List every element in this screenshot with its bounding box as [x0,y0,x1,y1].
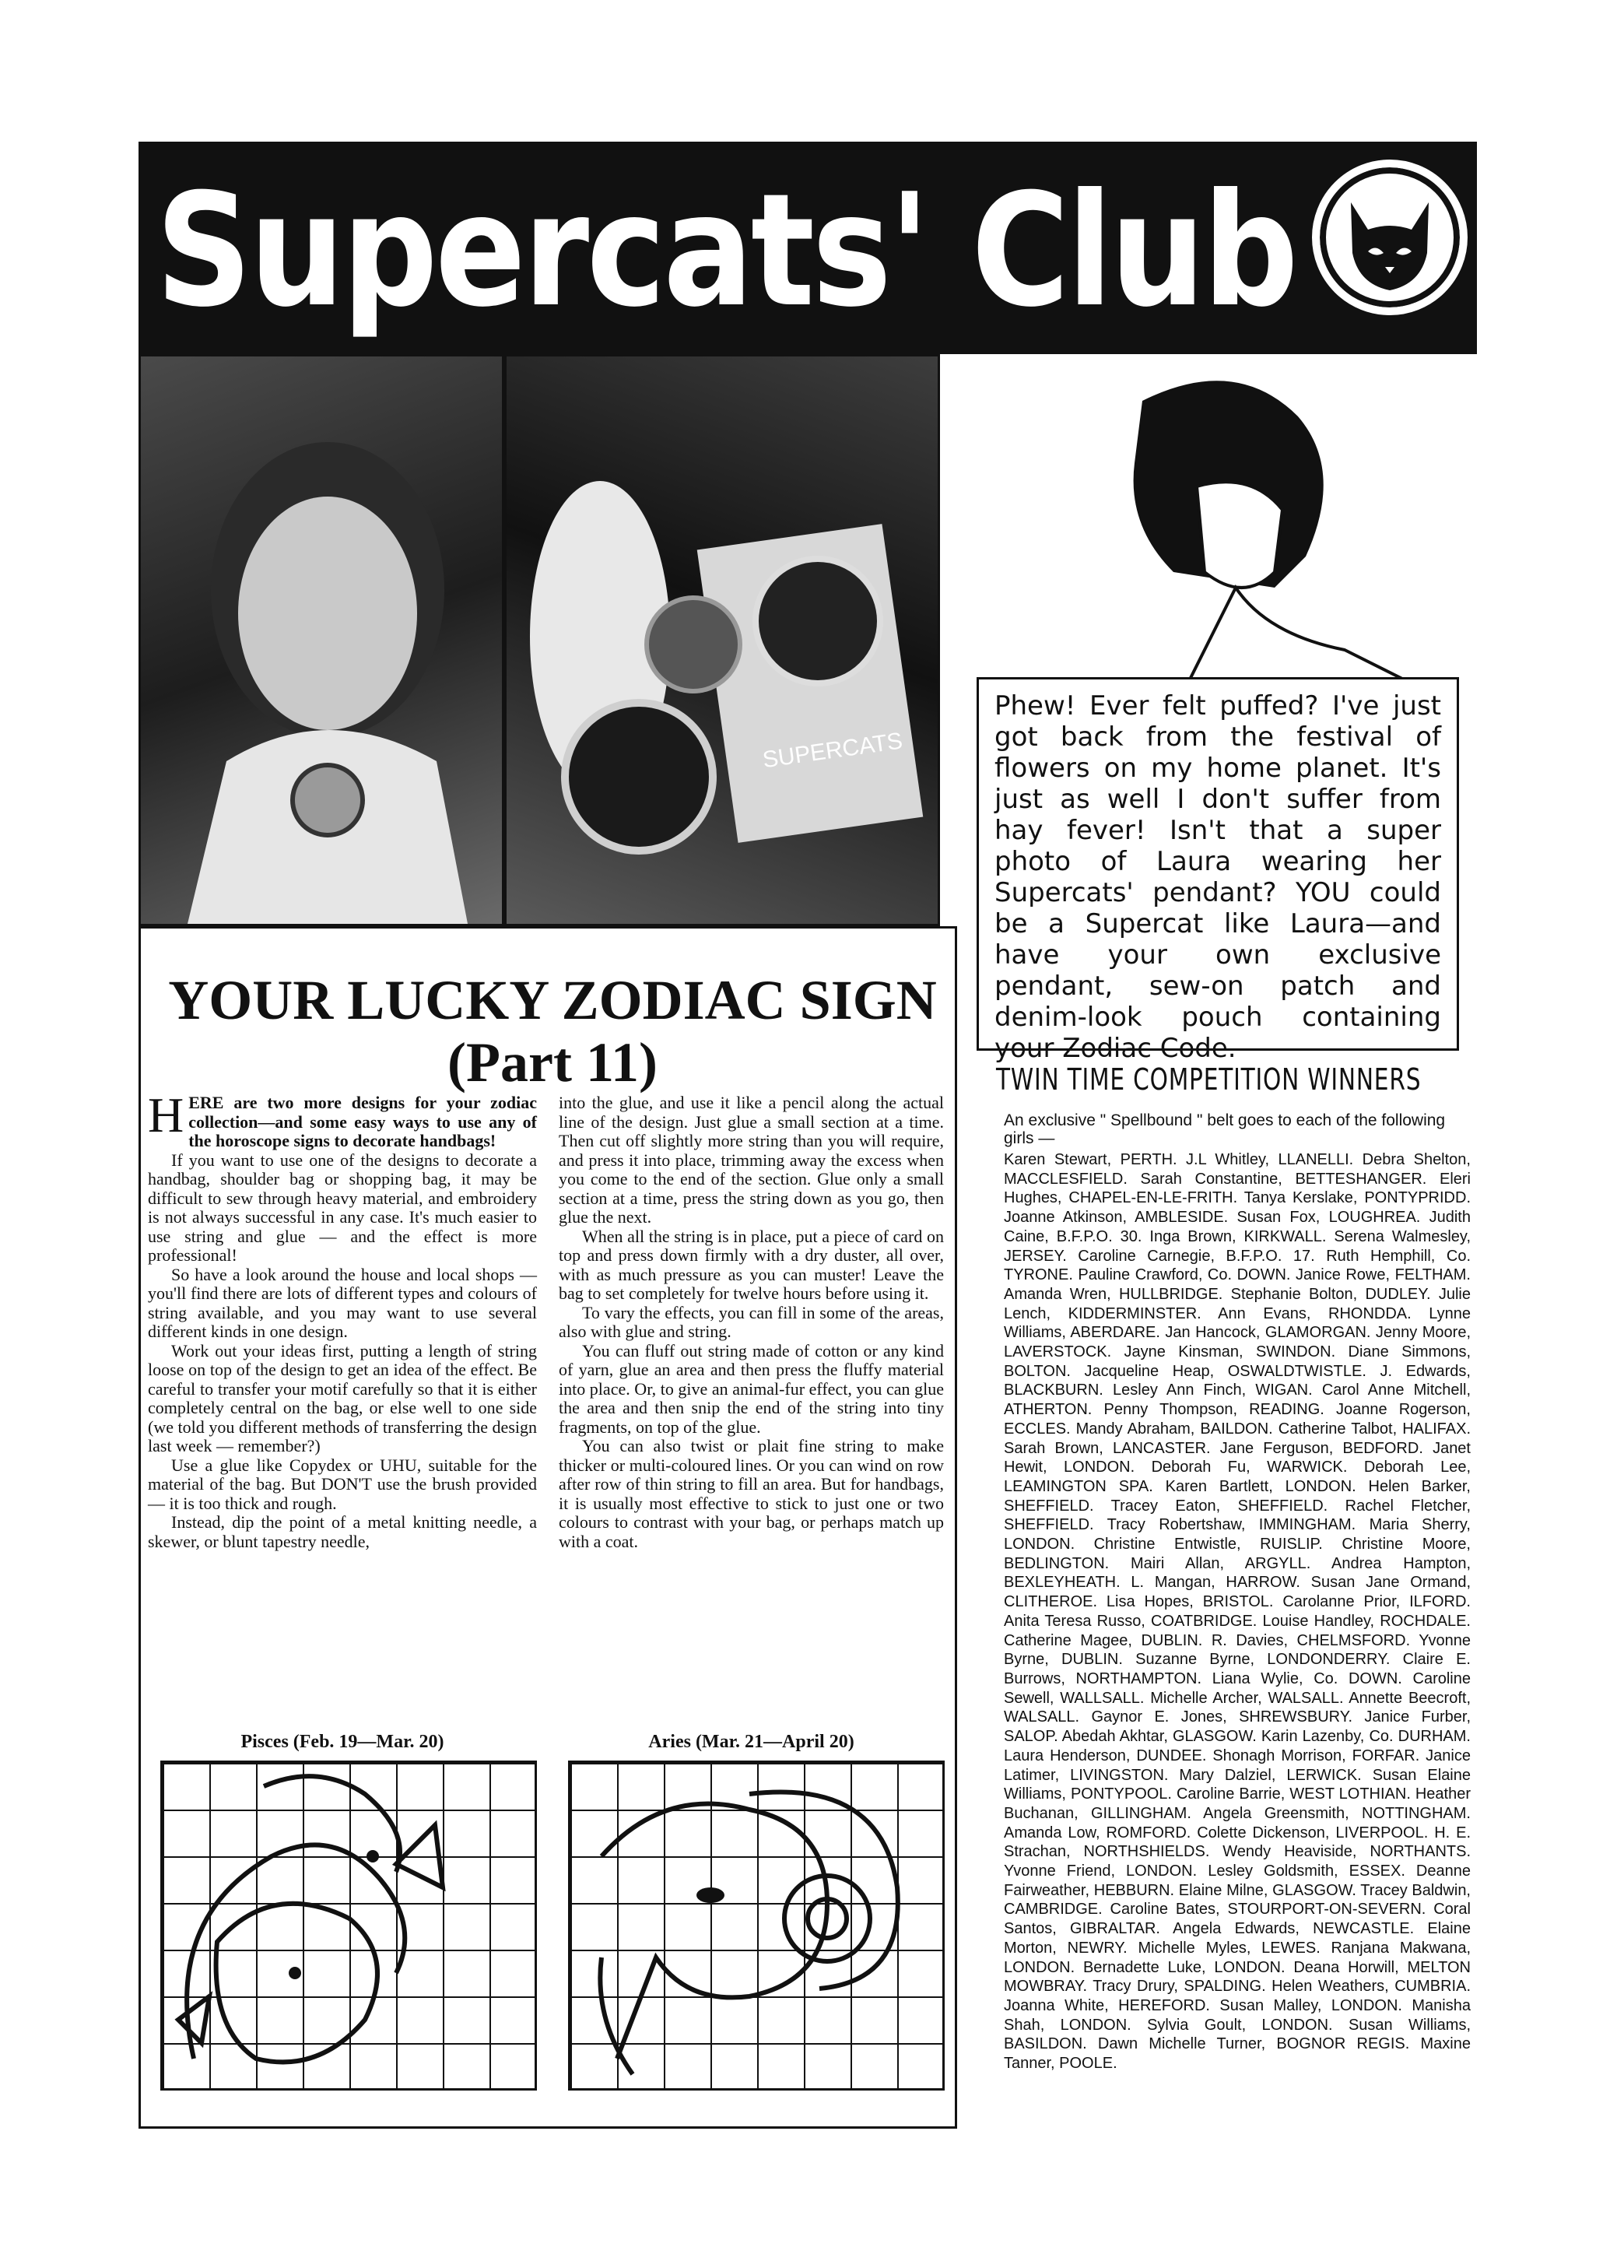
aries-grid [568,1761,945,2091]
photo-pendant-and-box [504,354,940,926]
paragraph: To vary the effects, you can fill in some of the areas, also with glue and string. [559,1302,944,1341]
paragraph: Use a glue like Copydex or UHU, suitable for the material of the bag. But DON'T use the brush provided — it is too thick and rough. [148,1455,537,1513]
competition-intro: An exclusive " Spellbound " belt goes to each of the following girls — [1004,1111,1446,1147]
paragraph: Work out your ideas first, putting a length of string loose on top of the design to get an idea of the effect. Be careful to transfer your motif carefully so that it is either completely central on the bag, or else well to one side (we told you different methods of transferring the design last week — remember?) [148,1340,537,1455]
pisces-fish-drawing [163,1763,535,2088]
girl-photo-illustration [141,356,502,924]
competition-title: TWIN TIME COMPETITION WINNERS [996,1062,1422,1097]
paragraph: Instead, dip the point of a metal knitting needle, a skewer, or blunt tapestry needle, [148,1512,537,1551]
article-lead: HERE are two more designs for your zodiac collection—and some easy ways to use any of the horoscope signs to decorate handbags! [148,1087,537,1150]
supercat-character-illustration [940,354,1477,681]
article-heading: YOUR LUCKY ZODIAC SIGN (Part 11) [168,969,937,1094]
pisces-grid [160,1761,537,2091]
aries-ram-drawing [570,1763,942,2088]
paragraph: into the glue, and use it like a pencil along the actual line of the design. Just glue a small section at a time. Then cut off slightly more string than you will require, and press it into place, trimming away the excess when you come to the end of the section. Glue only a small section at a time, press the string down as you go, then glue the next. [559,1093,944,1227]
drop-cap: H [148,1087,184,1143]
paragraph: If you want to use one of the designs to decorate a handbag, shoulder bag or shopping bag, it may be difficult to sew through heavy material, and embroidery is not always successful in any case. It's much easier to use string and glue — and the effect is more professional! [148,1150,537,1265]
paragraph: When all the string is in place, put a piece of card on top and press down firmly with a dry duster, all over, with as much pressure as you can muster! Leave the bag to set completely for twelve hours before using it. [559,1226,944,1303]
items-photo-illustration [507,356,938,924]
paragraph: You can fluff out string made of cotton or any kind of yarn, glue an area and then press the fluffy material into place. Or, to give an animal-fur effect, you can glue the area and then snip the end of the string into tiny fragments, on top of the glue. [559,1340,944,1437]
paragraph: You can also twist or plait fine string to make thicker or multi-coloured lines. Or you can wind on row after row of thin string to fill an area. But for handbags, it is usually most effective to stick to just one or two colours to contrast with your bag, or perhaps match up with a coat. [559,1436,944,1551]
article-column-2 [559,1094,944,1551]
cat-face-icon [1320,167,1460,307]
paragraph: So have a look around the house and local shops — you'll find there are lots of different types and colours of string available, and you may want to use several different kinds in one design. [148,1264,537,1341]
supercats-box-label: SUPERCATS [760,728,904,774]
article-column-1 [148,1087,537,1551]
speech-bubble: Phew! Ever felt puffed? I've just got back from the festival of flowers on my home planet. It's just as well I don't suffer from hay fever! Isn't that a super photo of Laura wearing her Supercats' pendant? YOU could be a Supercat like Laura—and have your own exclusive pendant, sew-on patch and denim-look pouch containing your Zodiac Code. [977,677,1459,1051]
cat-logo [1312,160,1468,315]
winners-list: Karen Stewart, PERTH. J.L Whitley, LLANELLI. Debra Shelton, MACCLESFIELD. Sarah Constantine, BETTESHANGER. Eleri Hughes, CHAPEL-EN-LE-FRITH. Tanya Kerslake, PONTYPRIDD. Joanne Atkinson, AMBLESIDE. Susan Fox, LOUGHREA. Judith Caine, B.F.P.O. 30. Inga Brown, KIRKWALL. Serena Walmesley, JERSEY. Caroline Carnegie, B.F.P.O. 17. Ruth Hemphill, Co. TYRONE. Pauline Crawford, Co. DOWN. Janice Rowe, FELTHAM. Amanda Wren, HULLBRIDGE. Stephanie Bolton, DUDLEY. Julie Lench, KIDDERMINSTER. Ann Evans, RHONDDA. Lynne Williams, ABERDARE. Jan Hancock, GLAMORGAN. Jenny Moore, LAVERSTOCK. Jayne Kinsman, SWINDON. Diane Simmons, BOLTON. Jacqueline Heap, OSWALDTWISTLE. J. Edwards, BLACKBURN. Lesley Ann Finch, WIGAN. Carol Anne Mitchell, ATHERTON. Penny Thompson, READING. Joanne Rogerson, ECCLES. Mandy Abraham, BAILDON. Catherine Talbot, HALIFAX. Sarah Brown, LANCASTER. Jane Ferguson, BEDFORD. Janet Hewit, LONDON. Deborah Fu, WARWICK. Deborah Lee, LEAMINGTON SPA. Karen Bartlett, LONDON. Helen Barker, SHEFFIELD. Tracey Eaton, SHEFFIELD. Rachel Fletcher, SHEFFIELD. Tracy Robertshaw, IMMINGHAM. Maria Sherry, LONDON. Christine Entwistle, RUISLIP. Christine Moore, BEDLINGTON. Mairi Allan, ARGYLL. Andrea Hampton, BEXLEYHEATH. L. Mangan, HARROW. Susan Jane Ormand, CLITHEROE. Lisa Hopes, BRISTOL. Carolanne Prior, ILFORD. Anita Teresa Russo, COATBRIDGE. Louise Handley, ROCHDALE. Catherine Magee, DUBLIN. R. Davies, CHELMSFORD. Yvonne Byrne, DUBLIN. Suzanne Byrne, LONDONDERRY. Claire E. Burrows, NORTHAMPTON. Liana Wylie, Co. DOWN. Caroline Sewell, WALLSALL. Michelle Archer, WALSALL. Annette Beecroft, WALSALL. Gaynor E. Jones, SHREWSBURY. Janice Furber, SALOP. Abedah Akhtar, GLASGOW. Karin Lazenby, Co. DURHAM. Laura Henderson, DUNDEE. Shonagh Morrison, FORFAR. Janice Latimer, LIVINGSTON. Mary Dalziel, LERWICK. Susan Elaine Williams, PONTYPOOL. Caroline Barrie, WEST LOTHIAN. Heather Buchanan, GILLINGHAM. Angela Greensmith, NOTTINGHAM. Amanda Low, ROMFORD. Colette Dickenson, LIVERPOOL. H. E. Strachan, NORTHSHIELDS. Wendy Heaviside, NORTHANTS. Yvonne Friend, LONDON. Lesley Goldsmith, ESSEX. Deanne Fairweather, HEBBURN. Elaine Milne, GLASGOW. Tracey Baldwin, CAMBRIDGE. Caroline Bates, STOURPORT-ON-SEVERN. Coral Santos, GIBRALTAR. Angela Edwards, NEWCASTLE. Elaine Morton, NEWRY. Michelle Myles, LEWES. Ranjana Makwana, LONDON. Bernadette Luke, LONDON. Deana Horwill, MELTON MOWBRAY. Tracy Drury, SPALDING. Helen Weathers, CUMBRIA. Joanna White, HEREFORD. Susan Malley, LONDON. Manisha Shah, LONDON. Sylvia Goult, LONDON. Susan Williams, BASILDON. Dawn Michelle Turner, BOGNOR REGIS. Maxine Tanner, POOLE. [1004,1151,1471,2073]
photo-laura [139,354,504,926]
character-drawing [940,354,1477,681]
page-title: Supercats' Club [156,160,1296,342]
aries-caption: Aries (Mar. 21—April 20) [648,1732,854,1752]
pisces-caption: Pisces (Feb. 19—Mar. 20) [240,1732,444,1752]
